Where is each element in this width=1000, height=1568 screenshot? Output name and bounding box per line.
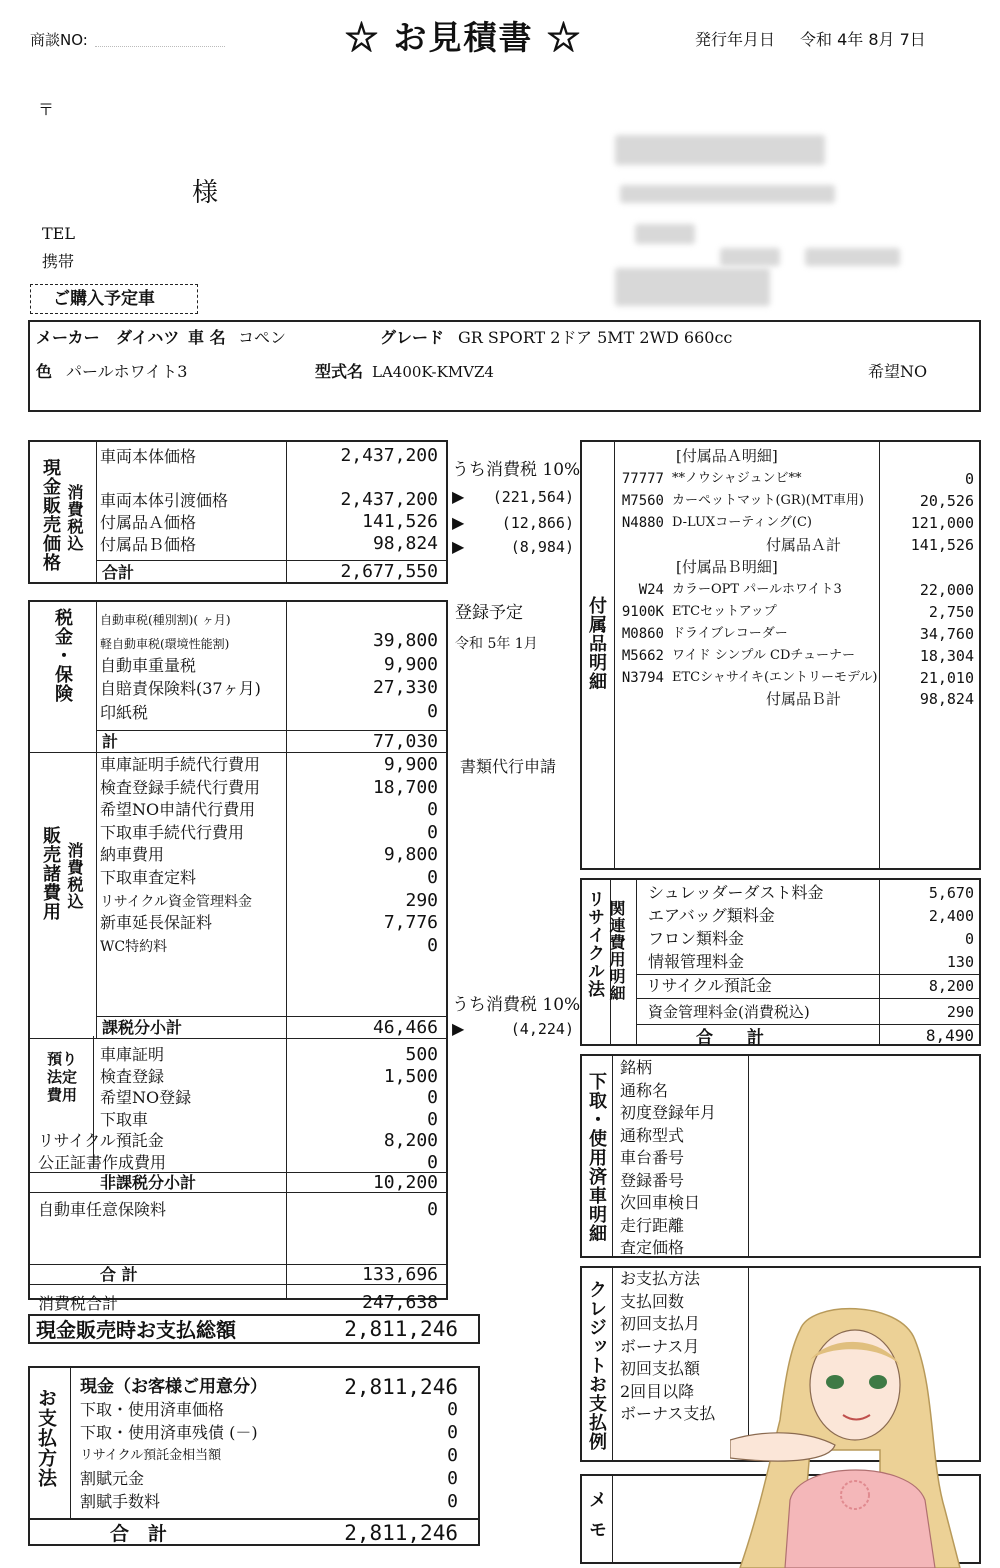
deal-no-label: 商談NO: — [30, 31, 88, 49]
deposit-row-label: 公正証書作成費用 — [38, 1153, 167, 1172]
deposit-row-value: 8,200 — [383, 1130, 438, 1152]
color-label: 色 — [36, 362, 53, 381]
recycle-row-label: リサイクル預託金 — [646, 976, 772, 995]
issue-date: 令和 4年 8月 7日 — [800, 30, 926, 49]
deposit-row-value: 500 — [405, 1044, 438, 1065]
fees-total-label: 合 計 — [100, 1265, 138, 1284]
car-name-label: 車 名 — [188, 328, 226, 347]
acc-b-price: 34,760 — [919, 625, 974, 643]
payment-row-label: 割賦手数料 — [80, 1492, 161, 1511]
tradein-row-label: 次回車検日 — [620, 1193, 701, 1212]
postal-mark: 〒 — [38, 100, 55, 119]
sales-fees-tax-label: 消費税込 — [65, 842, 84, 910]
tradein-row-label: 走行距離 — [620, 1215, 685, 1235]
deposit-row-value: 0 — [427, 1087, 438, 1109]
acc-b-name: カラーOPT パールホワイト3 — [672, 582, 842, 597]
recycle-row-value: 5,670 — [928, 884, 974, 902]
tradein-section-label: 下取・使用済車明細 — [586, 1072, 607, 1243]
accessories-section-label: 付属品明細 — [586, 596, 607, 691]
cash-row-value: 2,437,200 — [340, 489, 438, 510]
tax-arrow: ▶ — [452, 537, 465, 556]
credit-row-label: 初回支払月 — [620, 1314, 701, 1333]
payment-row-value: 0 — [447, 1399, 458, 1420]
fee-row-label: 検査登録手続代行費用 — [100, 777, 261, 797]
planned-vehicle-label: ご購入予定車 — [53, 289, 155, 309]
acc-b-name: ETCシャサイキ(エントリーモデル) — [672, 670, 878, 685]
acc-b-name: ETCセットアップ — [672, 604, 777, 619]
fees-tax-arrow: ▶ — [452, 1019, 465, 1038]
cash-row-label: 車両本体価格 — [100, 447, 197, 466]
recycle-row-value: 290 — [946, 1003, 974, 1021]
fee-row-value: 0 — [427, 821, 438, 843]
fee-row-label: 車庫証明手続代行費用 — [100, 755, 261, 774]
tel-label: TEL — [42, 224, 75, 243]
cash-row-value: 141,526 — [362, 511, 438, 532]
payment-row-label: 下取・使用済車価格 — [80, 1400, 225, 1419]
recycle-total-value: 8,490 — [925, 1026, 974, 1045]
payment-section-label: お支払方法 — [35, 1388, 57, 1488]
color-value: パールホワイト3 — [66, 362, 188, 381]
deposits-subtotal-value: 10,200 — [372, 1172, 438, 1193]
cash-row-label: 付属品Ｂ価格 — [100, 535, 197, 554]
recycle-row-value: 2,400 — [928, 907, 974, 925]
deposits-subtotal-label: 非課税分小計 — [100, 1173, 197, 1192]
credit-row-label: 初回支払額 — [620, 1359, 701, 1378]
deposit-row-label: 希望NO登録 — [100, 1088, 192, 1108]
tradein-row-label: 査定価格 — [620, 1238, 685, 1257]
fee-row-value: 0 — [427, 934, 438, 956]
dealer-staff-redacted — [720, 248, 780, 266]
model-value: LA400K-KMVZ4 — [372, 363, 494, 381]
acc-a-price: 121,000 — [910, 514, 974, 532]
fee-row-value: 18,700 — [372, 776, 438, 798]
memo-section-label: メモ — [586, 1490, 607, 1550]
acc-a-price: 0 — [964, 470, 974, 488]
acc-a-code: N4880 — [621, 515, 664, 531]
payment-row-value: 0 — [447, 1468, 458, 1489]
recycle-row-value: 8,200 — [928, 977, 974, 995]
tax-total-label: 計 — [102, 732, 119, 751]
tradein-row-label: 車台番号 — [620, 1148, 685, 1167]
tax-row-label: 自動車税(種別割)( ヶ月) — [100, 613, 231, 627]
tax-sum-value: 247,638 — [362, 1292, 438, 1313]
dealer-name-redacted — [615, 135, 825, 165]
payment-row-label: 現金（お客様ご用意分） — [80, 1377, 267, 1397]
credit-row-label: ボーナス支払 — [620, 1404, 716, 1423]
grand-total-box — [28, 1314, 480, 1344]
cash-tax-value: (221,564) — [492, 488, 574, 506]
model-label: 型式名 — [315, 362, 364, 381]
fee-row-label: 新車延長保証料 — [100, 913, 213, 933]
grand-total-value: 2,811,246 — [344, 1317, 458, 1341]
plate-label: 希望NO — [868, 362, 928, 381]
registration-label: 登録予定 — [455, 603, 523, 623]
group-b-total-label: 付属品Ｂ計 — [766, 690, 842, 708]
left-eye — [826, 1375, 844, 1389]
mobile-label: 携帯 — [42, 252, 75, 271]
tradein-row-label: 通称名 — [620, 1080, 669, 1100]
tax-arrow: ▶ — [452, 487, 465, 506]
tax-row-value: 27,330 — [372, 677, 438, 698]
dealer-branch-redacted — [635, 224, 695, 244]
tax-row-value: 39,800 — [372, 630, 438, 651]
deposit-row-label: リサイクル預託金 — [38, 1131, 164, 1151]
credit-row-label: 支払回数 — [620, 1291, 685, 1311]
fee-row-label: リサイクル資金管理料金 — [100, 893, 253, 910]
fee-row-label: 納車費用 — [100, 845, 165, 865]
cash-total-value: 2,677,550 — [340, 561, 438, 582]
deal-no-field — [95, 46, 225, 47]
acc-b-price: 18,304 — [919, 647, 974, 665]
acc-a-code: M7560 — [621, 493, 664, 509]
deposit-row-value: 1,500 — [383, 1065, 438, 1087]
page-title: ☆ お見積書 ☆ — [345, 18, 582, 57]
recycle-row-label: シュレッダーダスト料金 — [648, 883, 824, 902]
deposit-row-value: 0 — [427, 1108, 438, 1130]
recycle-total-label: 合 計 — [696, 1028, 764, 1048]
document-agent-note: 書類代行申請 — [460, 757, 557, 776]
cash-tax-value: (8,984) — [510, 538, 574, 556]
acc-a-price: 20,526 — [919, 492, 974, 510]
credit-row-label: ボーナス月 — [620, 1336, 700, 1356]
tax-row-label: 自賠責保険料(37ヶ月) — [100, 679, 261, 698]
fee-row-label: WC特約料 — [100, 938, 168, 955]
acc-b-price: 2,750 — [928, 603, 974, 621]
payment-total-value: 2,811,246 — [344, 1521, 458, 1545]
tax-row-label: 軽自動車税(環境性能割) — [100, 637, 230, 651]
recycle-row-label: フロン類料金 — [648, 929, 745, 948]
vehicle-box — [28, 320, 981, 412]
deposit-row-label: 検査登録 — [100, 1066, 165, 1086]
car-name-value: コペン — [238, 328, 287, 347]
tax-row-label: 自動車重量税 — [100, 656, 197, 675]
group-a-total-label: 付属品Ａ計 — [766, 536, 842, 554]
tax-row-value: 0 — [427, 701, 438, 722]
acc-b-name: ドライブレコーダー — [672, 626, 788, 641]
fees-tax-title: うち消費税 10% — [452, 995, 581, 1015]
payment-row-label: 下取・使用済車残債 (－) — [80, 1423, 258, 1442]
blouse-shape — [785, 1470, 935, 1568]
payment-row-label: 割賦元金 — [80, 1469, 145, 1488]
acc-b-code: N3794 — [621, 670, 664, 686]
group-a-title: [付属品Ａ明細] — [676, 447, 778, 465]
tradein-row-label: 初度登録年月 — [620, 1103, 717, 1122]
tax-row-label: 印紙税 — [100, 703, 149, 722]
acc-b-price: 22,000 — [919, 581, 974, 599]
credit-row-label: 2回目以降 — [620, 1381, 695, 1401]
recycle-sub-label: 関連費用明細 — [607, 900, 626, 1002]
payment-row-value: 0 — [447, 1422, 458, 1443]
fees-tax-value: (4,224) — [510, 1020, 574, 1038]
customer-honorific: 様 — [192, 178, 219, 208]
issue-date-label: 発行年月日 — [695, 30, 776, 49]
acc-b-code: W24 — [638, 582, 664, 598]
dealer-phone-redacted — [615, 268, 770, 306]
acc-b-code: 9100K — [621, 604, 664, 620]
deposit-row-label: 車庫証明 — [100, 1045, 165, 1064]
payment-row-value: 0 — [447, 1491, 458, 1512]
deposits-section-label: 預り法定費用 — [46, 1050, 77, 1104]
payment-row-label: リサイクル預託金相当額 — [80, 1448, 222, 1463]
credit-row-label: お支払方法 — [620, 1269, 701, 1288]
fee-row-label: 下取車査定料 — [100, 868, 197, 887]
cash-price-section-label: 現金販売価格 — [40, 458, 61, 572]
optional-insurance-label: 自動車任意保険料 — [38, 1200, 167, 1219]
recycle-row-value: 130 — [946, 953, 974, 971]
assistant-illustration — [730, 1300, 962, 1568]
tax-sum-label: 消費税合計 — [38, 1294, 119, 1313]
acc-b-name: ワイド シンプル CDチューナー — [672, 648, 856, 663]
cash-tax-title: うち消費税 10% — [452, 460, 581, 480]
acc-b-code: M5662 — [621, 648, 664, 664]
maker-label: メーカー — [36, 328, 100, 347]
cash-tax-value: (12,866) — [501, 514, 574, 532]
acc-a-name: カーペットマット(GR)(MT車用) — [672, 493, 864, 508]
group-a-total-value: 141,526 — [910, 536, 974, 554]
fee-row-value: 290 — [405, 889, 438, 911]
payment-row-value: 0 — [447, 1445, 458, 1466]
deposit-row-value: 0 — [427, 1152, 438, 1173]
cash-row-value: 2,437,200 — [340, 445, 438, 466]
recycle-row-label: 情報管理料金 — [648, 952, 745, 971]
grade-value: GR SPORT 2ドア 5MT 2WD 660cc — [458, 328, 733, 347]
group-b-total-value: 98,824 — [919, 690, 974, 708]
fee-row-value: 9,800 — [383, 844, 438, 866]
recycle-section-label: リサイクル法 — [584, 890, 604, 998]
tradein-row-label: 登録番号 — [620, 1170, 685, 1190]
tax-total-value: 77,030 — [372, 731, 438, 752]
tax-row-value: 9,900 — [383, 654, 438, 675]
cash-row-label: 車両本体引渡価格 — [100, 491, 229, 510]
acc-b-code: M0860 — [621, 626, 664, 642]
fee-row-value: 0 — [427, 867, 438, 888]
right-eye — [869, 1375, 887, 1389]
dealer-staff2-redacted — [805, 248, 900, 266]
cash-row-label: 付属品Ａ価格 — [100, 513, 197, 532]
fees-subtotal-label: 課税分小計 — [102, 1018, 183, 1037]
deposit-row-label: 下取車 — [100, 1109, 149, 1129]
optional-insurance-value: 0 — [427, 1199, 438, 1220]
fee-row-value: 0 — [427, 799, 438, 821]
payment-row-value: 2,811,246 — [344, 1375, 458, 1399]
planned-vehicle-tag — [30, 284, 198, 314]
acc-a-name: D-LUXコーティング(C) — [672, 515, 812, 530]
grade-label: グレード — [380, 328, 445, 347]
grand-total-label: 現金販売時お支払総額 — [36, 1318, 236, 1342]
recycle-row-label: 資金管理料金(消費税込) — [648, 1003, 810, 1021]
recycle-row-label: エアバッグ類料金 — [648, 906, 775, 925]
fees-subtotal-value: 46,466 — [372, 1017, 438, 1038]
fee-row-label: 希望NO申請代行費用 — [100, 800, 256, 820]
acc-b-price: 21,010 — [919, 669, 974, 687]
acc-a-code: 77777 — [621, 471, 664, 487]
fees-total-value: 133,696 — [362, 1264, 438, 1285]
credit-section-label: クレジットお支払例 — [586, 1280, 607, 1451]
fee-row-value: 7,776 — [383, 912, 438, 934]
fee-row-value: 9,900 — [383, 754, 438, 775]
tradein-row-label: 銘柄 — [620, 1058, 653, 1077]
tax-insurance-section-label: 税金・保険 — [52, 608, 73, 703]
sales-fees-section-label: 販売諸費用 — [40, 826, 61, 921]
recycle-row-value: 0 — [964, 930, 974, 948]
tradein-row-label: 通称型式 — [620, 1125, 685, 1145]
payment-total-label: 合 計 — [110, 1523, 168, 1545]
registration-date: 令和 5年 1月 — [455, 636, 538, 652]
group-b-title: [付属品Ｂ明細] — [676, 558, 778, 576]
cash-total-label: 合計 — [102, 563, 135, 582]
acc-a-name: **ノウシャジュンビ** — [672, 471, 802, 486]
maker-value: ダイハツ — [116, 328, 180, 347]
cash-row-value: 98,824 — [372, 533, 438, 554]
tax-arrow: ▶ — [452, 513, 465, 532]
fee-row-label: 下取車手続代行費用 — [100, 822, 245, 842]
cash-price-tax-label: 消費税込 — [65, 484, 84, 552]
dealer-address-redacted — [620, 185, 835, 203]
